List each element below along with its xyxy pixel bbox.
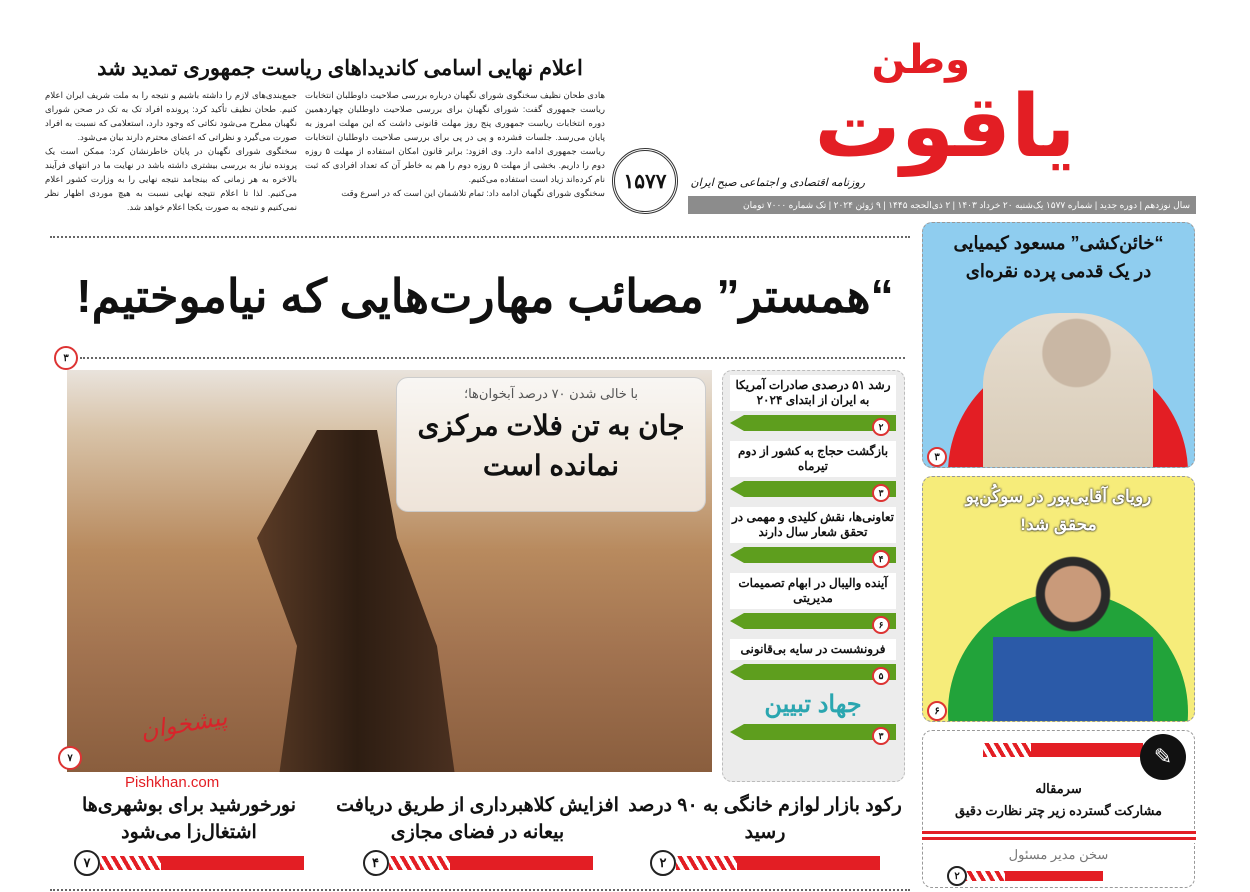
brief-item[interactable]: تعاونی‌ها، نقش کلیدی و مهمی در تحقق شعار سال دارند xyxy=(730,507,896,543)
paragraph: جمع‌بندی‌های لازم را داشته باشیم و نتیجه را به ملت شریف ایران اعلام کنیم. طحان نظیف تأکید کرد: پرونده افراد تک به تک در صحن شورای نگهبان مطرح می‌شود نکاتی که وجود دارد، استعلامی که نسبت به افراد صورت می‌گیرد و نظراتی که اعضای محترم دارند بیان می‌شود. xyxy=(45,90,297,142)
page-number: ۲ xyxy=(954,870,960,882)
page-number: ۷ xyxy=(83,855,91,870)
portrait-photo xyxy=(983,313,1153,468)
bottom-story[interactable] xyxy=(625,792,905,876)
issue-number: ۱۵۷۷ xyxy=(623,170,667,193)
watermark: پیشخوان xyxy=(138,703,230,746)
top-story-headline: اعلام نهایی اسامی کاندیداهای ریاست جمهوری تمدید شد xyxy=(97,57,583,80)
divider xyxy=(50,889,910,891)
bottom-story[interactable] xyxy=(335,792,620,876)
side-story-kimiai[interactable] xyxy=(922,222,1195,468)
page-number: ۳ xyxy=(878,487,884,498)
side-story-aghaeipour[interactable] xyxy=(922,476,1195,722)
divider xyxy=(80,357,905,359)
brief-item[interactable]: فرونشست در سایه بی‌قانونی xyxy=(730,639,896,660)
divider xyxy=(50,236,910,238)
page-tag xyxy=(730,664,896,680)
bottom-story-title: رکود بازار لوازم خانگی به ۹۰ درصد رسید xyxy=(628,795,902,843)
page-badge xyxy=(947,866,967,886)
page-badge xyxy=(650,850,676,876)
page-number: ۶ xyxy=(878,619,884,630)
side-story-title: رویای آقایی‌پور در سوکُن‌پو محقق شد! xyxy=(965,487,1152,534)
photo-story-headline: جان به تن فلات مرکزی نمانده است xyxy=(417,410,685,481)
divider-bars xyxy=(922,831,1196,843)
main-headline: “همستر” مصائب مهارت‌هایی که نیاموختیم! xyxy=(76,270,894,322)
brief-item[interactable]: آینده والیبال در ابهام تصمیمات مدیریتی xyxy=(730,573,896,609)
page-number: ۲ xyxy=(659,855,667,870)
paragraph: هادی طحان نظیف سخنگوی شورای نگهبان درباره بررسی صلاحیت داوطلبان انتخابات ریاست جمهوری گفت: شورای نگهبان برای بررسی صلاحیت داوطلبان چهاردهمین دوره انتخابات ریاست جمهوری پنج روز مهلت قانونی داشت که این مهلت امروز به پایان می‌رسد. جلسات فشرده و پی در پی برای بررسی صلاحیت داوطلبان انتخابات ریاست جمهوری ادامه دارد. وی افزود: برابر قانون امکان استفاده از مهلت ۵ روزه دوم را داریم. بخشی از مهلت ۵ روزه دوم را هم به خاطر آن که تعداد افرادی که ثبت نام کرده‌اند زیاد است استفاده می‌کنیم. xyxy=(305,90,606,184)
brief-item[interactable]: رشد ۵۱ درصدی صادرات آمریکا به ایران از ابتدای ۲۰۲۴ xyxy=(730,375,896,411)
brief-item[interactable]: بازگشت حجاج به کشور از دوم تیرماه xyxy=(730,441,896,477)
side-story-title: “خائن‌کشی” مسعود کیمیایی در یک قدمی پرده نقره‌ای xyxy=(953,233,1164,281)
page-number: ۵ xyxy=(878,670,884,681)
site-link[interactable]: Pishkhan.com xyxy=(125,774,220,791)
page-number: ۳ xyxy=(878,730,884,741)
paragraph: سخنگوی شورای نگهبان در پایان خاطرنشان کرد: ممکن است یک پرونده نیاز به بررسی بیشتری داشته باشد در نهایت ما در انتهای فرآیند بالاخره به هر زمانی که بینجامد نتیجه نهایی را به وزارت کشور اعلام می‌کنیم. لذا تا اعلام نتیجه نهایی نسبت به هیچ موردی اظهار نظر نمی‌کنیم و نتیجه به صورت یکجا اعلام خواهد شد. xyxy=(45,146,297,212)
page-badge xyxy=(74,850,100,876)
logo: یاقوت xyxy=(814,77,1076,177)
page-badge xyxy=(363,850,389,876)
portrait-photo xyxy=(993,551,1153,722)
page-badge xyxy=(58,746,82,770)
jahad-tabyin-logo[interactable]: جهاد تبیین xyxy=(764,691,862,718)
tagline: روزنامه اقتصادی و اجتماعی صبح ایران xyxy=(690,177,865,189)
page-number: ۷ xyxy=(67,752,73,764)
editorial-label: سرمقاله xyxy=(1035,781,1082,796)
photo-story-kicker: با خالی شدن ۷۰ درصد آبخوان‌ها؛ xyxy=(463,386,639,401)
editorial-box[interactable] xyxy=(922,730,1195,888)
top-story-col-left xyxy=(45,88,297,214)
page-tag xyxy=(730,724,896,740)
page-badge xyxy=(927,447,947,467)
top-story-col-right xyxy=(305,88,605,200)
bottom-story[interactable] xyxy=(48,792,330,876)
editorial-footer: سخن مدیر مسئول xyxy=(1008,847,1109,862)
pen-icon: ✎ xyxy=(1140,734,1186,780)
bottom-story-title: افزایش کلاهبرداری از طریق دریافت بیعانه در فضای مجازی xyxy=(336,795,619,843)
paragraph: سخنگوی شورای نگهبان ادامه داد: تمام تلاشمان این است که در اسرع وقت xyxy=(341,188,605,198)
briefs-panel xyxy=(722,370,905,782)
page-number: ۶ xyxy=(934,705,940,717)
page-tag xyxy=(730,547,896,563)
page-tag xyxy=(730,415,896,431)
page-number: ۴ xyxy=(372,855,379,870)
page-badge xyxy=(54,346,78,370)
page-number: ۳ xyxy=(934,451,940,463)
editorial-title: مشارکت گسترده زیر چتر نظارت دقیق xyxy=(954,803,1163,818)
bottom-story-title: نورخورشید برای بوشهری‌ها اشتغال‌زا می‌شود xyxy=(81,795,297,843)
page-tag xyxy=(730,613,896,629)
issue-number-seal xyxy=(612,148,678,214)
page-number: ۴ xyxy=(878,553,884,564)
page-badge xyxy=(927,701,947,721)
photo-story-box xyxy=(396,377,706,512)
info-bar: سال نوزدهم | دوره جدید | شماره ۱۵۷۷ یک‌شنبه ۲۰ خرداد ۱۴۰۳ | ۲ ذی‌الحجه ۱۴۴۵ | ۹ ژوئن ۲۰۲۴ | تک شماره ۷۰۰۰ تومان xyxy=(688,196,1196,214)
page-tag xyxy=(730,481,896,497)
page-number: ۲ xyxy=(878,421,884,432)
page-number: ۳ xyxy=(63,352,69,364)
logo-top: وطن xyxy=(871,37,970,83)
